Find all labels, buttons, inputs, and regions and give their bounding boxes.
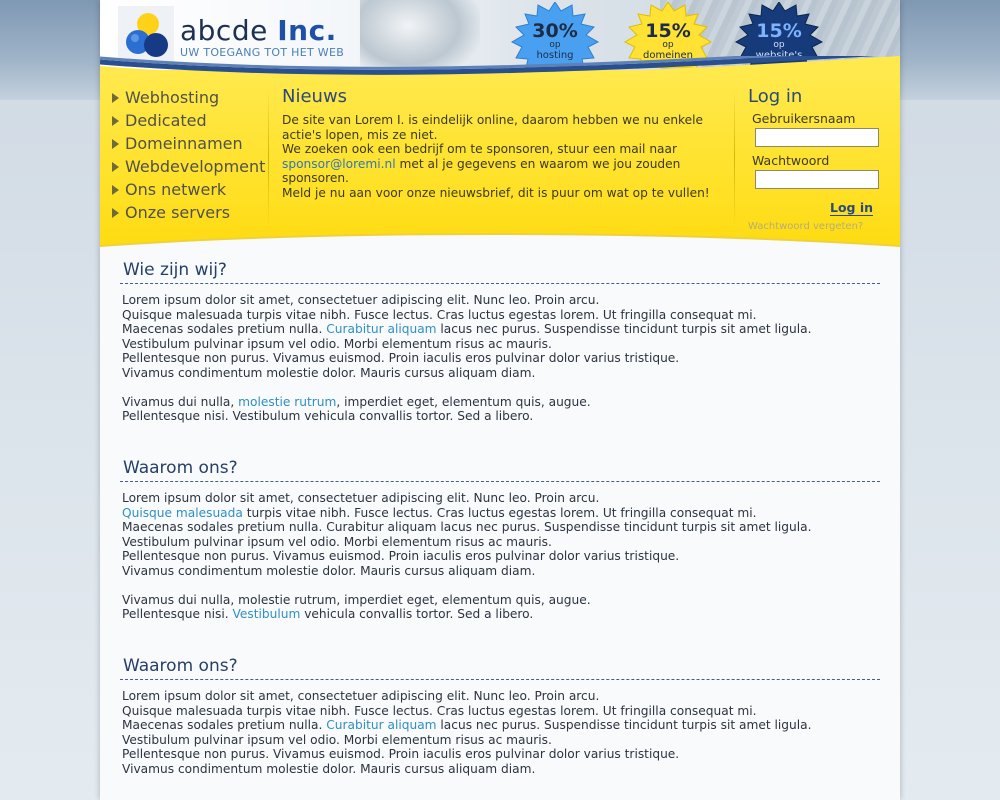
text-line: Vivamus dui nulla, molestie rutrum, imperdiet eget, elementum quis, augue. (122, 592, 591, 607)
news-line: We zoeken ook een bedrijf om te sponsoren, stuur een mail naar (282, 142, 677, 156)
nav-item-ons-netwerk[interactable] (112, 178, 272, 201)
password-field[interactable] (755, 170, 879, 189)
nav-item-domeinnamen[interactable] (112, 132, 272, 155)
section-why-us-2 (120, 656, 880, 776)
text-line: vehicula convallis tortor. Sed a libero. (304, 607, 534, 621)
section-body (120, 491, 880, 622)
nav-item-dedicated[interactable] (112, 109, 272, 132)
arrow-right-icon (112, 185, 119, 195)
sponsor-email-link[interactable]: sponsor@loremi.nl (282, 156, 396, 171)
text-line: Pellentesque nisi. (122, 409, 229, 423)
nav-label: Webdevelopment (125, 157, 266, 176)
brand-title[interactable] (180, 14, 337, 47)
section-who-are-we (120, 260, 880, 424)
text-line: Vivamus dui nulla, (122, 394, 235, 409)
news-line: De site van Lorem I. is eindelijk online, daarom hebben we nu enkele actie's lopen, mis ze niet. (282, 113, 704, 142)
text-line: Vestibulum vehicula convallis tortor. Sed a libero. (232, 409, 534, 423)
arrow-right-icon (112, 208, 119, 218)
inline-link[interactable]: Quisque malesuada (122, 505, 243, 520)
nav-label: Webhosting (125, 88, 220, 107)
section-title: Wie zijn wij? (120, 260, 880, 284)
column-divider (734, 88, 735, 228)
nav-label: Dedicated (125, 111, 207, 130)
nav-label: Onze servers (125, 203, 231, 222)
text-line: Maecenas sodales pretium nulla. (122, 718, 323, 732)
text-line: Pellentesque nisi. (122, 607, 229, 621)
arrow-right-icon (112, 93, 119, 103)
badge-percent: 15% (645, 20, 691, 42)
top-panel (100, 70, 900, 250)
nav-item-onze-servers[interactable] (112, 201, 272, 224)
arrow-right-icon (112, 139, 119, 149)
badge-label: website's (755, 50, 803, 61)
column-divider (268, 88, 269, 228)
text-line: Lorem ipsum dolor sit amet, consectetuer adipiscing elit. Nunc leo. Proin arcu. (122, 491, 600, 505)
main-nav (112, 86, 272, 224)
login-panel (748, 86, 893, 232)
password-label: Wachtwoord (752, 153, 830, 168)
badge-op: op (662, 40, 674, 50)
section-why-us (120, 458, 880, 622)
section-title: Waarom ons? (120, 458, 880, 482)
brand-name: abcde (180, 14, 268, 47)
badge-op: op (549, 40, 561, 50)
text-line: Lorem ipsum dolor sit amet, consectetuer adipiscing elit. Nunc leo. Proin arcu. (122, 293, 600, 307)
badge-label: domeinen (643, 50, 693, 61)
text-line: turpis vitae nibh. Fusce lectus. Cras luctus egestas lorem. Ut fringilla consequat mi. (246, 505, 757, 520)
text-line: Lorem ipsum dolor sit amet, consectetuer adipiscing elit. Nunc leo. Proin arcu. (122, 689, 600, 703)
badge-label: hosting (536, 50, 574, 61)
text-line: turpis vitae nibh. Fusce lectus. Cras luctus egestas lorem. Ut fringilla consequat mi. (246, 307, 757, 322)
badge-percent: 30% (532, 20, 578, 42)
badge-op: op (773, 40, 785, 50)
nav-item-webdevelopment[interactable] (112, 155, 272, 178)
text-line: Maecenas sodales pretium nulla. (122, 322, 323, 336)
text-line: , imperdiet eget, elementum quis, augue. (336, 394, 591, 409)
brand-tagline: UW TOEGANG TOT HET WEB (180, 46, 345, 59)
news-line: met al je gegevens en waarom we jou zouden sponsoren. (282, 156, 681, 185)
page-container (100, 0, 900, 800)
inline-link[interactable]: Curabitur aliquam (326, 322, 437, 336)
text-line: Pellentesque non purus. Vivamus euismod. Proin iaculis eros pulvinar dolor varius tristique. (122, 351, 680, 365)
login-title: Log in (748, 86, 803, 107)
text-line: Vivamus condimentum molestie dolor. Mauris cursus aliquam diam. (122, 563, 536, 578)
section-body (120, 293, 880, 424)
nav-item-webhosting[interactable] (112, 86, 272, 109)
inline-link[interactable]: Curabitur aliquam (326, 718, 437, 732)
text-line: Pellentesque non purus. Vivamus euismod. Proin iaculis eros pulvinar dolor varius tristique. (122, 549, 680, 563)
arrow-right-icon (112, 162, 119, 172)
news-title: Nieuws (282, 86, 348, 107)
text-line: lacus nec purus. Suspendisse tincidunt turpis sit amet ligula. (440, 322, 812, 336)
login-button[interactable]: Log in (830, 200, 874, 215)
nav-label: Ons netwerk (125, 180, 227, 199)
text-line: Vestibulum pulvinar ipsum vel odio. Morbi elementum risus ac mauris. (122, 336, 552, 351)
news-text (282, 113, 732, 200)
text-line: Quisque malesuada turpis vitae nibh. Fusce lectus. Cras luctus egestas lorem. Ut fringilla consequat mi. (122, 703, 757, 718)
inline-link[interactable]: Vestibulum (232, 607, 301, 621)
brand-suffix: Inc. (277, 14, 337, 47)
forgot-password-link[interactable]: Wachtwoord vergeten? (748, 221, 864, 232)
nav-label: Domeinnamen (125, 134, 243, 153)
arrow-right-icon (112, 116, 119, 126)
section-title: Waarom ons? (120, 656, 880, 680)
text-line: Maecenas sodales pretium nulla. Curabitur aliquam lacus nec purus. Suspendisse tincidunt turpis sit amet ligula. (122, 520, 812, 534)
text-line: Vestibulum pulvinar ipsum vel odio. Morbi elementum risus ac mauris. (122, 732, 552, 747)
news-panel (282, 86, 732, 200)
inline-link[interactable]: molestie rutrum (238, 394, 337, 409)
text-line: Pellentesque non purus. Vivamus euismod. Proin iaculis eros pulvinar dolor varius tristique. (122, 747, 680, 761)
text-line: Vivamus condimentum molestie dolor. Mauris cursus aliquam diam. (122, 365, 536, 380)
text-line: Vivamus condimentum molestie dolor. Mauris cursus aliquam diam. (122, 761, 536, 776)
text-line: Vestibulum pulvinar ipsum vel odio. Morbi elementum risus ac mauris. (122, 534, 552, 549)
username-label: Gebruikersnaam (752, 111, 856, 126)
section-body (120, 689, 880, 776)
band-bottom-curve (100, 226, 900, 256)
text-line: Quisque malesuada (122, 307, 243, 322)
news-line: Meld je nu aan voor onze nieuwsbrief, dit is puur om wat op te vullen! (282, 185, 710, 200)
badge-percent: 15% (756, 20, 802, 42)
username-field[interactable] (755, 128, 879, 147)
header-wave-divider (100, 56, 900, 80)
text-line: lacus nec purus. Suspendisse tincidunt turpis sit amet ligula. (440, 718, 812, 732)
